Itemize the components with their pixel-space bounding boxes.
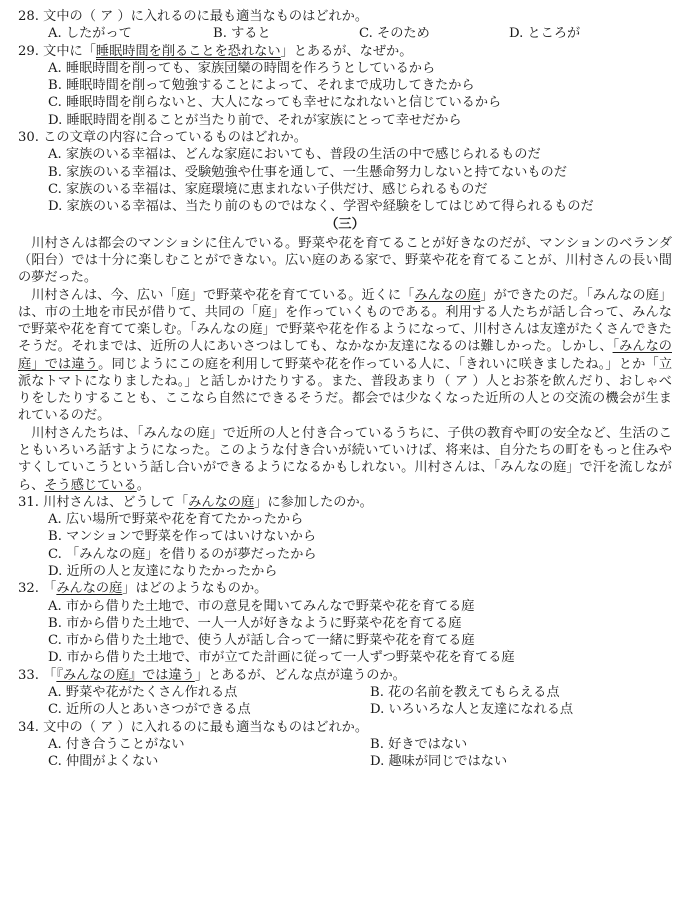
question-stem: 29. 文中に「睡眠時間を削ることを恐れない」とあるが、なぜか。 [18, 43, 413, 59]
question-30 [18, 129, 672, 215]
underlined-phrase: みんなの庭 [414, 287, 481, 303]
option-b: B. 市から借りた土地で、一人一人が好きなように野菜や花を育てる庭 [48, 615, 462, 631]
option-a: A. したがって [48, 26, 132, 42]
passage-paragraph-3: 川村さんたちは、「みんなの庭」で近所の人と付き合っているうちに、子供の教育や町の安全など、生活のこともいろいろ話すようになった。このような付き合いが続いていけば、将来は、自分たちの町をもっと住みやすくしていこうという話し合いができるようになるかもしれない。川村さんは、「みんなの庭」で汗を流しながら、そう感じている。 [18, 425, 672, 493]
option-a: A. 家族のいる幸福は、どんな家庭においても、普段の生活の中で感じられるものだ [48, 147, 541, 163]
option-a: A. 睡眠時間を削っても、家族団欒の時間を作ろうとしているから [48, 60, 436, 76]
option-b: B. すると [213, 26, 271, 42]
question-32 [18, 580, 672, 666]
option-c: C. 睡眠時間を削らないと、大人になっても幸せになれないと信じているから [48, 95, 502, 111]
option-d: D. 近所の人と友達になりたかったから [48, 564, 278, 579]
question-28 [18, 8, 672, 43]
option-d: D. 睡眠時間を削ることが当たり前で、それが家族にとって幸せだから [48, 112, 462, 128]
option-a: A. 付き合うことがない [48, 736, 185, 752]
option-b: B. 睡眠時間を削って勉強することによって、それまで成功してきたから [48, 78, 475, 94]
options-row [18, 684, 672, 701]
underlined-phrase: みんなの庭 [56, 581, 123, 597]
options-row [18, 753, 672, 770]
underlined-phrase: 「みんなの庭」では違う [18, 339, 672, 372]
question-stem: 30. この文章の内容に合っているものはどれか。 [18, 129, 307, 145]
option-c: C. 仲間がよくない [48, 754, 159, 770]
question-stem: 33. 「『みんなの庭』では違う」とあるが、どんな点が違うのか。 [18, 667, 406, 683]
underlined-phrase: みんなの庭 [188, 494, 255, 510]
underlined-phrase: 睡眠時間を削ることを恐れない [95, 43, 281, 59]
option-d: D. 市から借りた土地で、市が立てた計画に従って一人ずつ野菜や花を育てる庭 [48, 650, 515, 666]
question-34 [18, 719, 672, 771]
option-b: B. 好きではない [370, 736, 468, 752]
option-c: C. そのため [359, 26, 430, 42]
question-33 [18, 667, 672, 719]
option-d: D. 家族のいる幸福は、当たり前のものではなく、学習や経験をしてはじめて得られるものだ [48, 199, 594, 215]
question-stem: 34. 文中の（ ア ）に入れるのに最も適当なものはどれか。 [18, 719, 369, 735]
question-stem: 28. 文中の（ ア ）に入れるのに最も適当なものはどれか。 [18, 9, 369, 24]
option-c: C. 「みんなの庭」を借りるのが夢だったから [48, 546, 317, 562]
option-a: A. 野菜や花がたくさん作れる点 [48, 684, 238, 700]
option-d: D. ところが [509, 26, 581, 42]
question-stem: 31. 川村さんは、どうして「みんなの庭」に参加したのか。 [18, 494, 373, 510]
option-c: C. 市から借りた土地で、使う人が話し合って一緒に野菜や花を育てる庭 [48, 633, 475, 649]
option-d: D. 趣味が同じではない [370, 754, 508, 770]
passage-paragraph-2: 川村さんは、今、広い「庭」で野菜や花を育てている。近くに「みんなの庭」ができたのだ。「みんなの庭」は、市の土地を市民が借りて、共同の「庭」を作っていくものである。利用する人たちが話し合って、みんなで野菜や花を育てて楽しむ。「みんなの庭」で野菜や花を作るようになって、川村さんは友達がたくさんできたそうだ。それまでは、近所の人にあいさつはしても、なかなか友達になるのは難しかった。しかし、「みんなの庭」では違う。同じようにこの庭を利用して野菜や花を作っている人に、「きれいに咲きましたね。」とか「立派なトマトになりましたね。」と話しかけたりする。また、普段あまり（ ア ）人とお茶を飲んだり、おしゃべりをしたりすることも、ここなら自然にできるそうだ。都会では少なくなった近所の人との交流の機会が生まれているのだ。 [18, 287, 673, 424]
underlined-phrase: 『みんなの庭』では違う [56, 667, 195, 683]
question-stem: 32. 「みんなの庭」はどのようなものか。 [18, 581, 268, 597]
section-heading: （三） [325, 217, 365, 233]
option-b: B. 家族のいる幸福は、受験勉強や仕事を通して、一生懸命努力しないと持てないものだ [48, 164, 567, 180]
option-a: A. 広い場所で野菜や花を育てたかったから [48, 512, 304, 528]
option-c: C. 近所の人とあいさつができる点 [48, 702, 251, 718]
options-row [18, 736, 672, 753]
option-b: B. マンションで野菜を作ってはいけないから [48, 529, 317, 545]
option-b: B. 花の名前を教えてもらえる点 [370, 684, 560, 700]
underlined-phrase: そう感じている [44, 477, 137, 493]
question-29 [18, 43, 672, 129]
passage-paragraph-1: 川村さんは都会のマンショシに住んでいる。野菜や花を育てることが好きなのだが、マンションのベランダ（阳台）では十分に楽しむことができない。広い庭のある家で、野菜や花を育てることが、川村さんの長い間の夢だった。 [18, 235, 672, 286]
options-row [18, 701, 672, 718]
option-a: A. 市から借りた土地で、市の意見を聞いてみんなで野菜や花を育てる庭 [48, 598, 475, 614]
option-d: D. いろいろな人と友達になれる点 [370, 702, 574, 718]
option-c: C. 家族のいる幸福は、家庭環境に恵まれない子供だけ、感じられるものだ [48, 181, 488, 197]
question-31 [18, 494, 672, 580]
options-row [18, 25, 672, 42]
